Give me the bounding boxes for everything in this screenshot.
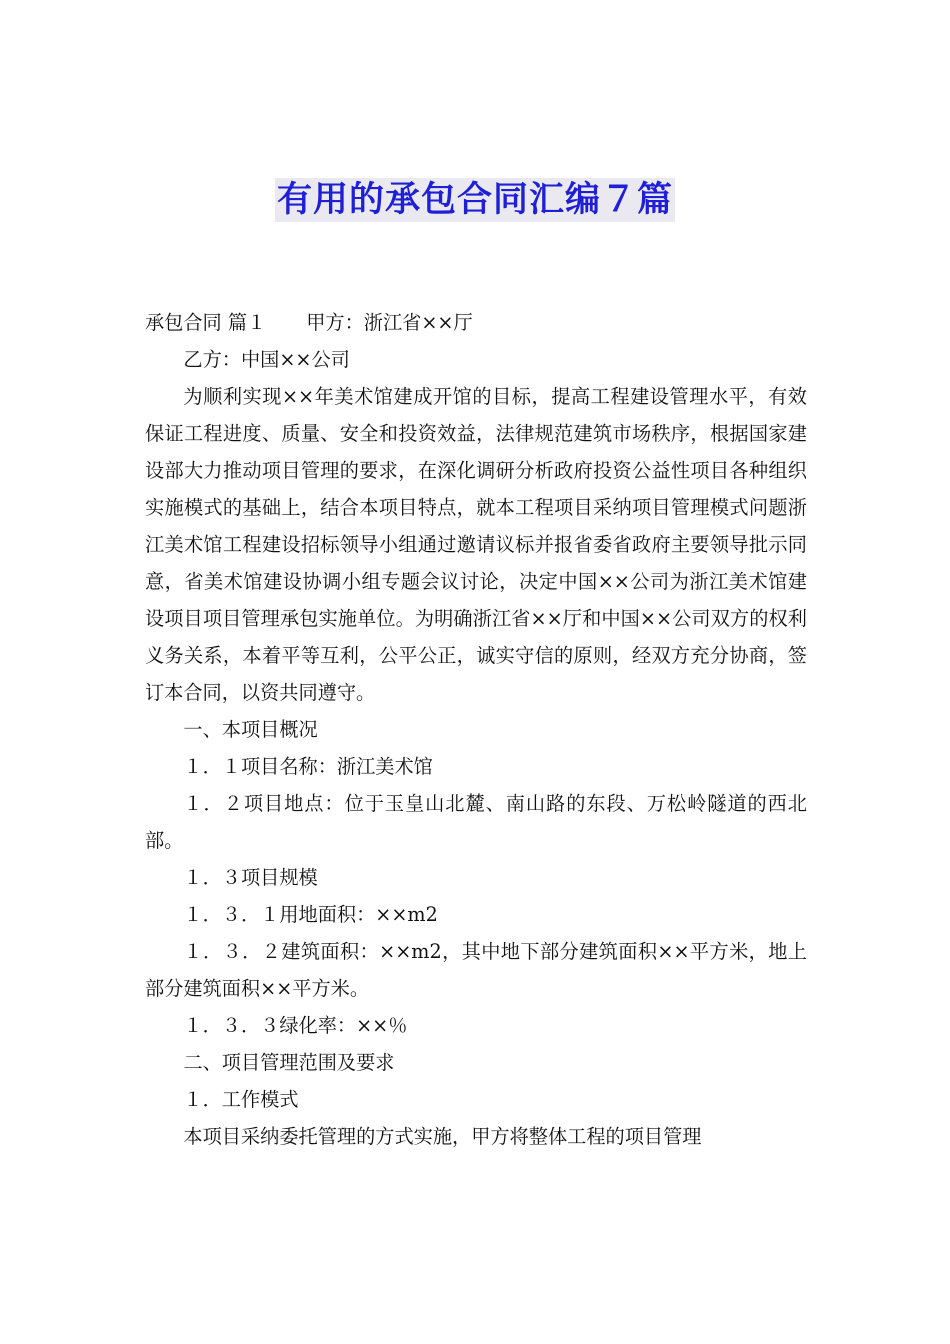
contract-heading: 承包合同 篇１ <box>145 311 267 334</box>
party-a: 甲方：浙江省××厅 <box>306 311 473 334</box>
clause-item: １．３项目规模 <box>183 866 318 889</box>
preamble-paragraph: 为顺利实现××年美术馆建成开馆的目标，提高工程建设管理水平，有效保证工程进度、质量、安全和投资效益，法律规范建筑市场秩序，根据国家建设部大力推动项目管理的要求，在深化调研分析政府投资公益性项目各种组织实施模式的基础上，结合本项目特点，就本工程项目采纳项目管理模式问题浙江美术馆工程建设招标领导小组通过邀请议标并报省委省政府主要领导批示同意，省美术馆建设协调小组专题会议讨论，决定中国××公司为浙江美术馆建设项目项目管理承包实施单位。为明确浙江省××厅和中国××公司双方的权利义务关系，本着平等互利，公平公正，诚实守信的原则，经双方充分协商，签订本合同，以资共同遵守。 <box>145 385 807 704</box>
party-b: 乙方：中国××公司 <box>183 348 350 371</box>
section-heading: 一、本项目概况 <box>183 718 318 741</box>
clause-item: １．１项目名称：浙江美术馆 <box>183 755 433 778</box>
body-paragraph: 本项目采纳委托管理的方式实施，甲方将整体工程的项目管理 <box>183 1125 702 1148</box>
clause-item: １．工作模式 <box>183 1088 299 1111</box>
contract-heading-line <box>145 304 807 341</box>
document-title: 有用的承包合同汇编７篇 <box>276 180 673 220</box>
section-heading: 二、项目管理范围及要求 <box>183 1051 395 1074</box>
clause-item: １．３．２建筑面积：××m2，其中地下部分建筑面积××平方米，地上部分建筑面积××平方米。 <box>145 940 807 1000</box>
clause-item: １．３．１用地面积：××m2 <box>183 903 438 926</box>
document-body <box>145 304 807 1155</box>
clause-item: １．２项目地点：位于玉皇山北麓、南山路的东段、万松岭隧道的西北部。 <box>145 792 807 852</box>
title-container <box>0 178 950 222</box>
clause-item: １．３．３绿化率：××％ <box>183 1014 408 1037</box>
